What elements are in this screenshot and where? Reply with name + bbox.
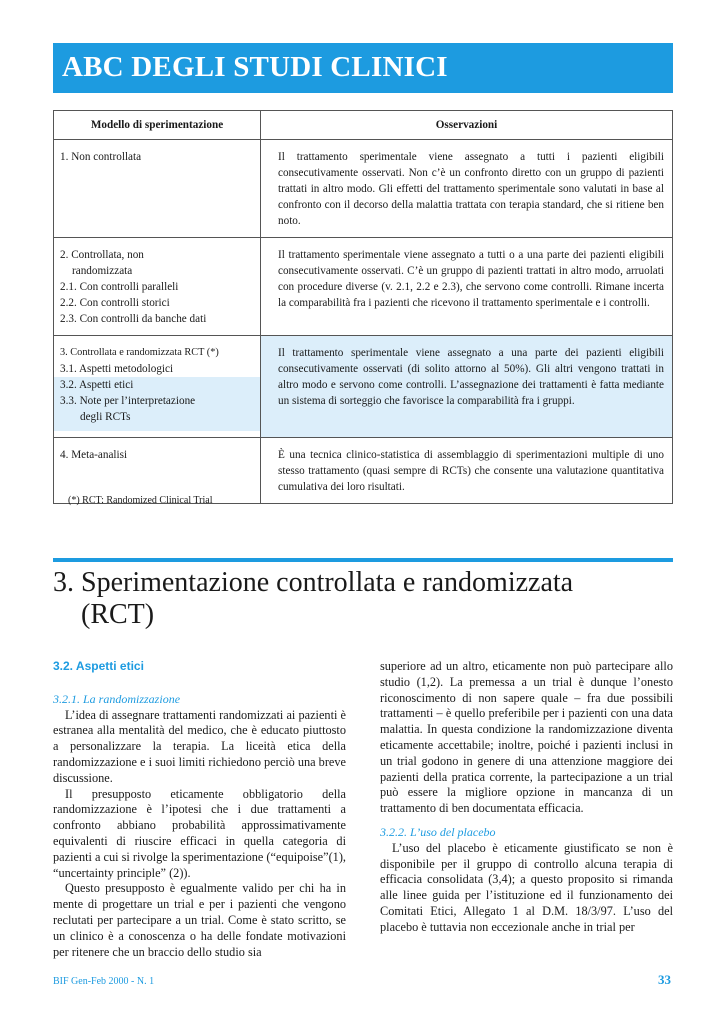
table-row	[54, 336, 673, 438]
observation-text: È una tecnica clinico-statistica di assemblaggio di sperimentazioni multiple di uno stesso trattamento (quasi sempre di RCTs) che consente una valutazione quantitativa cumulativa dei loro risultati.	[278, 449, 664, 493]
journal-footer: BIF Gen-Feb 2000 - N. 1	[53, 976, 155, 987]
table-header-model: Modello di sperimentazione	[54, 111, 261, 140]
paragraph: Questo presupposto è egualmente valido per chi ha in mente di progettare un trial e per i pazienti che vengono reclutati per partecipare a un trial. Come è stato scritto, se un clinico è a conoscenza o ha delle fondate motivazioni per ritenere che un braccio dello studio sia	[53, 881, 346, 959]
model-sublabel: 2.1. Con controlli paralleli	[60, 281, 179, 293]
model-sublabel: degli RCTs	[80, 411, 131, 423]
observation-text: Il trattamento sperimentale viene assegnato a tutti i pazienti eligibili consecutivamente osservati. Non c’è un confronto diretto con un gruppo di pazienti trattati in altro modo. Gli effetti del trattamento sperimentale sono valutati in base al confronto con il decorso della malattia trattata con terapia standard, che si ritiene ben noto.	[278, 151, 664, 227]
header-banner	[53, 43, 673, 93]
table-header-observations: Osservazioni	[261, 111, 673, 140]
table-header-row	[54, 111, 673, 140]
subsection-heading: 3.2. Aspetti etici	[53, 659, 144, 673]
model-label: randomizzata	[72, 265, 133, 277]
model-sublabel: 2.2. Con controlli storici	[60, 297, 170, 309]
paragraph: superiore ad un altro, eticamente non può partecipare allo studio (1,2). La premessa a un trial è dunque l’onesto riconoscimento di non sapere quale – fra due possibili trattamenti – è quello preferibile per i pazienti con una data malattia. In questa condizione la randomizzazione diventa eticamente accettabile; inoltre, poiché i pazienti inclusi in un trial godono in genere di una attenzione maggiore dei pazienti della pratica corrente, la partecipazione a un trial può essere la migliore opzione in mancanza di un trattamento di ben documentata efficacia.	[380, 659, 673, 816]
model-label: 1. Non controllata	[60, 151, 142, 163]
section-title-line: 3. Sperimentazione controllata e randomizzata	[53, 567, 574, 598]
subsubsection-heading: 3.2.2. L’uso del placebo	[380, 824, 496, 839]
model-sublabel: 3.2. Aspetti etici	[60, 379, 134, 391]
model-sublabel: 3.1. Aspetti metodologici	[60, 363, 174, 375]
table-row	[54, 438, 673, 504]
model-label: 2. Controllata, non	[60, 249, 144, 261]
highlighted-cell	[261, 336, 673, 438]
section-divider	[53, 558, 673, 562]
model-label: 4. Meta-analisi	[60, 449, 128, 461]
observation-text: Il trattamento sperimentale viene assegnato a una parte dei pazienti eligibili consecutivamente osservati (di solito attorno al 50%). Gli altri vengono trattati in altro modo e servono come controlli. L’assegnazione dei trattamenti è fatta mediante un sistema di sorteggio che favorisce la comparabilità fra i gruppi.	[278, 347, 664, 407]
paragraph: L’idea di assegnare trattamenti randomizzati ai pazienti è estranea alla mentalità del medico, che è educato piuttosto a personalizzare la terapia. La liceità etica della randomizzazione e i suoi limiti richiedono perciò una breve discussione.	[53, 707, 346, 785]
table-footnote: (*) RCT: Randomized Clinical Trial	[68, 495, 213, 506]
table-row	[54, 238, 673, 336]
model-sublabel: 2.3. Con controlli da banche dati	[60, 313, 207, 325]
article-column-left	[53, 659, 346, 960]
paragraph: Il presupposto eticamente obbligatorio della randomizzazione è l’ipotesi che i due trattamenti a confronto abbiano probabilità approssimativamente equivalenti di riuscire efficaci in quella categoria di pazienti a cui si rivolge la sperimentazione (“equipoise”(1), “uncertainty principle” (2)).	[53, 786, 346, 880]
section-title-line: (RCT)	[81, 599, 155, 630]
subsubsection-heading: 3.2.1. La randomizzazione	[53, 691, 181, 706]
page-number: 33	[658, 972, 671, 987]
paragraph: L’uso del placebo è eticamente giustificato se non è disponibile per il gruppo di controllo alcuna terapia di efficacia consolidata (3,4); a questo proposito si rimanda alle linee guida per l’istituzione ed il funzionamento dei Comitati Etici, Allegato 1 al D.M. 18/3/97. L’uso del placebo è tuttavia non eccezionale anche in trial per	[380, 840, 673, 934]
article-column-right	[380, 659, 673, 936]
model-label: 3. Controllata e randomizzata RCT (*)	[60, 347, 219, 358]
highlighted-cell	[54, 377, 260, 431]
trial-models-table	[53, 110, 673, 504]
table-row	[54, 140, 673, 238]
section-title	[53, 567, 573, 631]
observation-text: Il trattamento sperimentale viene assegnato a tutti o a una parte dei pazienti eligibili consecutivamente osservati. C’è un gruppo di pazienti trattati in altro modo, arruolati con procedure diverse (v. 2.1, 2.2 e 2.3), che servono come controlli. Rimane incerta la comparabilità fra i pazienti che ricevono il trattamento sperimentale e i controlli.	[278, 249, 664, 309]
model-sublabel: 3.3. Note per l’interpretazione	[60, 395, 196, 407]
page-title: ABC DEGLI STUDI CLINICI	[62, 51, 448, 83]
